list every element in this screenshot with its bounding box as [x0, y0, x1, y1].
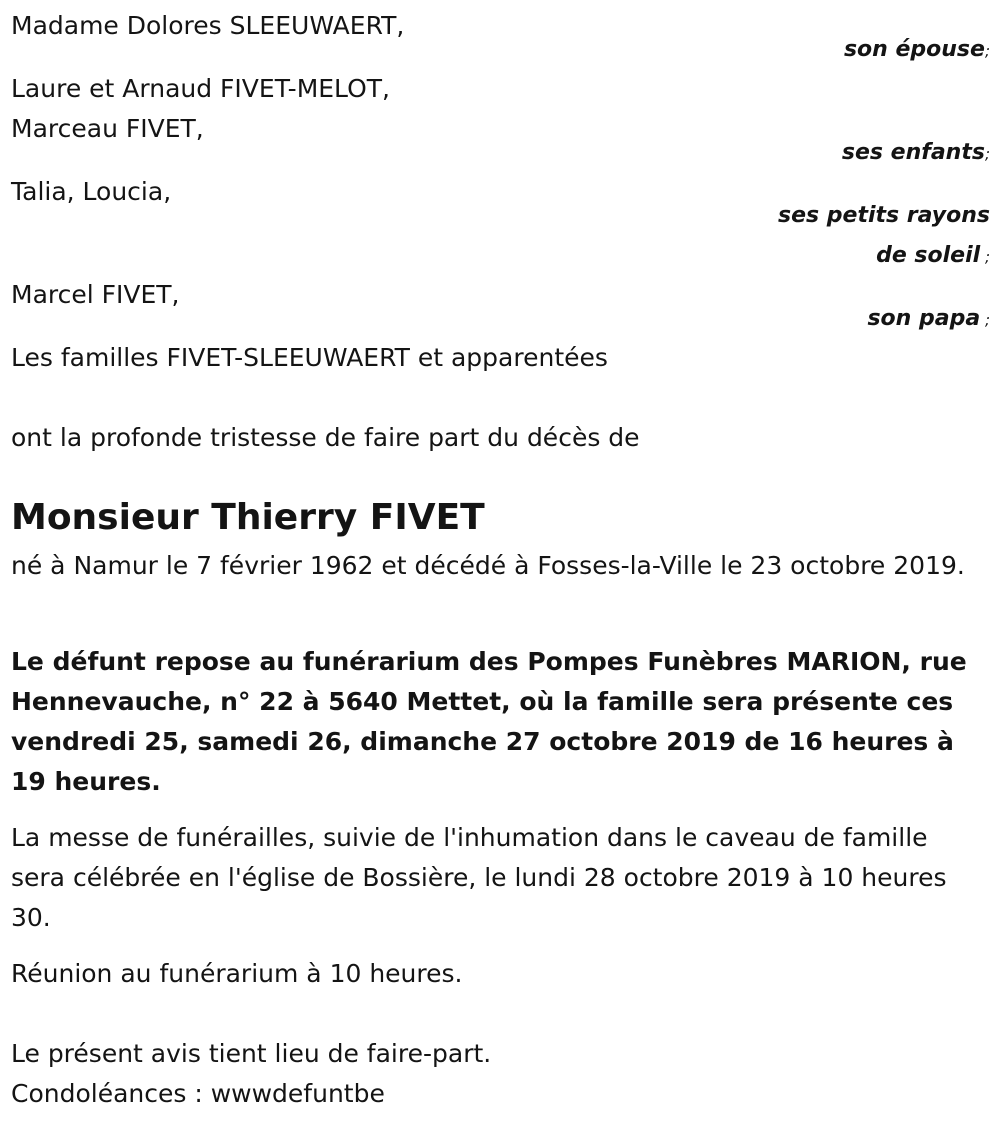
condolences-line: Condoléances : wwwdefuntbe	[11, 1079, 385, 1108]
deceased-name: Monsieur Thierry FIVET	[11, 497, 485, 538]
funeral-paragraph: La messe de funérailles, suivie de l'inhumation dans le caveau de famille sera célébrée en l'église de Bossière, le lundi 28 octobre 2019 à 10 heures 30.	[11, 823, 947, 932]
deceased-dates: né à Namur le 7 février 1962 et décédé à Fosses-la-Ville le 23 octobre 2019.	[11, 551, 965, 580]
visitation-paragraph: Le défunt repose au funérarium des Pompes Funèbres MARION, rue Hennevauche, n° 22 à 5640 Mettet, où la famille sera présente ces vendredi 25, samedi 26, dimanche 27 octobre 2019 de 16 heures à 19 heures.	[11, 647, 967, 796]
father-role	[867, 299, 990, 340]
children-role-punct: ;	[984, 145, 990, 163]
father-role-text: son papa	[867, 306, 981, 331]
child-1-name: Laure et Arnaud FIVET-MELOT,	[11, 74, 390, 103]
father-name: Marcel FIVET,	[11, 280, 180, 309]
families-line: Les familles FIVET-SLEEUWAERT et apparentées	[11, 343, 608, 372]
spouse-name: Madame Dolores SLEEUWAERT,	[11, 11, 405, 40]
meeting-paragraph: Réunion au funérarium à 10 heures.	[11, 959, 463, 988]
children-role-text: ses enfants	[841, 140, 985, 165]
grandchildren-role-line-2	[876, 236, 990, 277]
notice-line: Le présent avis tient lieu de faire-part.	[11, 1039, 492, 1068]
grandchildren-role-punct: ;	[980, 248, 990, 266]
grandchildren-role-text: de soleil	[876, 243, 981, 268]
spouse-role-text: son épouse	[843, 37, 985, 62]
grandchildren-role-line-1: ses petits rayons	[778, 203, 990, 228]
child-2-name: Marceau FIVET,	[11, 114, 204, 143]
grandchildren-names: Talia, Loucia,	[11, 177, 172, 206]
father-role-punct: ;	[980, 311, 990, 329]
spouse-role	[844, 30, 990, 71]
announcement-text: ont la profonde tristesse de faire part du décès de	[11, 423, 640, 452]
spouse-role-punct: ;	[984, 42, 990, 60]
children-role	[842, 133, 990, 174]
